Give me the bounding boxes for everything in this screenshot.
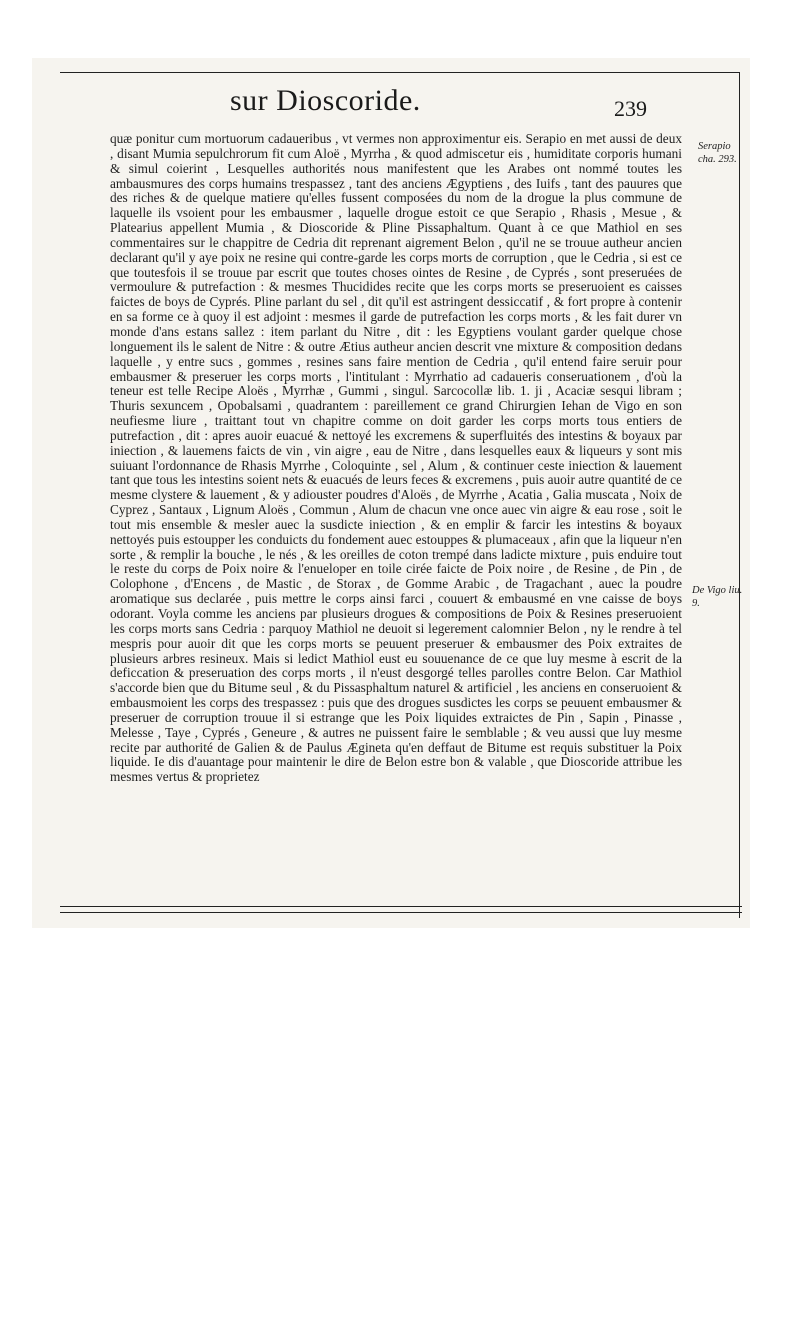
bottom-rule-double — [60, 912, 742, 913]
page-number: 239 — [614, 96, 647, 121]
body-paragraph: quæ ponitur cum mortuorum cadaueribus , vt vermes non approximentur eis. Serapio en met aussi de deux , disant Mumia sepulchrorum fit cum Aloë , Myrrha , & quod admiscetur eis , humiditate corporis humani & simul coierint , Lesquelles authorités nous manifestent que les Arabes ont nommé toutes les ambausmures des corps humains trespassez , tant des anciens Ægyptiens , des Iuifs , tant des pauures que des riches & de quelque matiere qu'elles fussent composées du nom de la drogue la plus commune de laquelle ils vsoient pour les embausmer , laquelle drogue estoit ce que Serapio , Rhasis , Mesue , & Platearius appellent Mumia , & Dioscoride & Pline Pissaphaltum. Quant à ce que Mathiol en ses commentaires sur le chappitre de Cedria dit reprenant aigrement Belon , qu'il ne se trouue autheur ancien declarant qu'il y aye poix ne resine qui contre-garde les corps morts de corruption , que le Cedria , si est ce que toutesfois il se trouue par escrit que toutes choses ointes de Resine , de Cyprés , sont preseruées de vermoulure & putrefaction : & mesmes Thucidides recite que les corps morts se preseruoient es caisses faictes de boys de Cyprés. Pline parlant du sel , dit qu'il est astringent dessiccatif , & fort propre à contenir en sa forme ce à quoy il est adjoint : mesmes il garde de putrefaction les corps morts , & les fait durer vn monde d'ans estans sallez : item parlant du Nitre , dit : les Egyptiens voulant garder quelque chose longuement ils le salent de Nitre : & outre Ætius autheur ancien descrit vne mixture & composition dedans laquelle , y entre sucs , gommes , resines sans faire mention de Cedria , qu'il entend faire seruir pour embausmer & preseruer les corps morts , l'intitulant : Myrrhatio ad cadaueris conseruationem , d'où la teneur est telle Recipe Aloës , Myrrhæ , Gummi , singul. Sarcocollæ lib. 1. ji , Acaciæ sesqui libram ; Thuris sexuncem , Opobalsami , quadrantem : pareillement ce grand Chirurgien Iehan de Vigo en son neufiesme liure , traittant tout vn chapitre comme on doit garder les corps morts tous entiers de putrefaction , dit : apres auoir euacué & nettoyé les excremens & superfluités des intestins & boyaux par iniection , & lauemens faicts de vin , vin aigre , eau de Nitre , dans lesquelles eaux & liqueurs y sont mis suiuant l'ordonnance de Rhasis Myrrhe , Coloquinte , sel , Alum , & continuer ceste iniection & lauement tant que tous les intestins soient nets & euacués de leurs feces & excremens , puis auoir autre quantité de ce mesme clystere & lauement , & y adiouster poudres d'Aloës , de Myrrhe , Acatia , Galia muscata , Noix de Cyprez , Santaux , Lignum Aloës , Commun , Alum de chacun vne once auec vin aigre & eau rose , soit le tout mis ensemble & mesler auec la susdicte iniection , & en emplir & farcir les intestins & boyaux nettoyés puis estoupper les conduicts du fondement auec estouppes & plumaceaux , afin que la liqueur n'en sorte , & remplir la bouche , le nés , & les oreilles de coton trempé dans ladicte mixture , puis enduire tout le reste du corps de Poix noire & l'enueloper en toile cirée faicte de Poix noire , de Resine , de Pin , de Colophone , d'Encens , de Mastic , de Storax , de Gomme Arabic , de Tragachant , auec la poudre aromatique sus declarée , puis mettre le corps ainsi farci , couuert & embausmé en vne caisse de boys odorant. Voyla comme les anciens par plusieurs drogues & compositions de Poix & Resines preseruoient les corps morts sans Cedria : parquoy Mathiol ne deuoit si legerement calomnier Belon , ny le rendre à tel mespris pour auoir dit que les corps morts se peuuent preseruer & embausmer des Poix extraites de plusieurs arbres resineux. Mais si ledict Mathiol eust eu souuenance de ce que luy mesme à escrit de la deficcation & preseruation des corps morts , il n'eust desgorgé telles parolles contre Belon. Car Mathiol s'accorde bien que du Bitume seul , & du Pissasphaltum naturel & artificiel , les anciens en conseruoient & embausmoient les corps des trespassez : puis que des drogues susdictes les corps se peuuent embausmer & preseruer de corruption trouue il si estrange que les Poix liquides extraictes de Pin , Sapin , Pinasse , Melesse , Taye , Cyprés , Geneure , & autres ne puissent faire le semblable ; & veu aussi que luy mesme recite par authorité de Galien & de Paulus Ægineta qu'en deffaut de Bitume est requis substituer la Poix liquide. Ie dis d'auantage pour maintenir le dire de Belon estre bon & valable , que Dioscoride attribue les mesmes vertus & proprietez — [110, 132, 682, 785]
body-text — [110, 132, 682, 900]
top-rule — [60, 72, 740, 73]
running-head: sur Dioscoride. — [230, 84, 421, 117]
bottom-rule — [60, 906, 742, 907]
margin-note-de-vigo: De Vigo liu. 9. — [692, 585, 743, 609]
margin-note-serapio: Serapio cha. 293. — [698, 141, 737, 165]
right-border-rule — [739, 72, 740, 918]
